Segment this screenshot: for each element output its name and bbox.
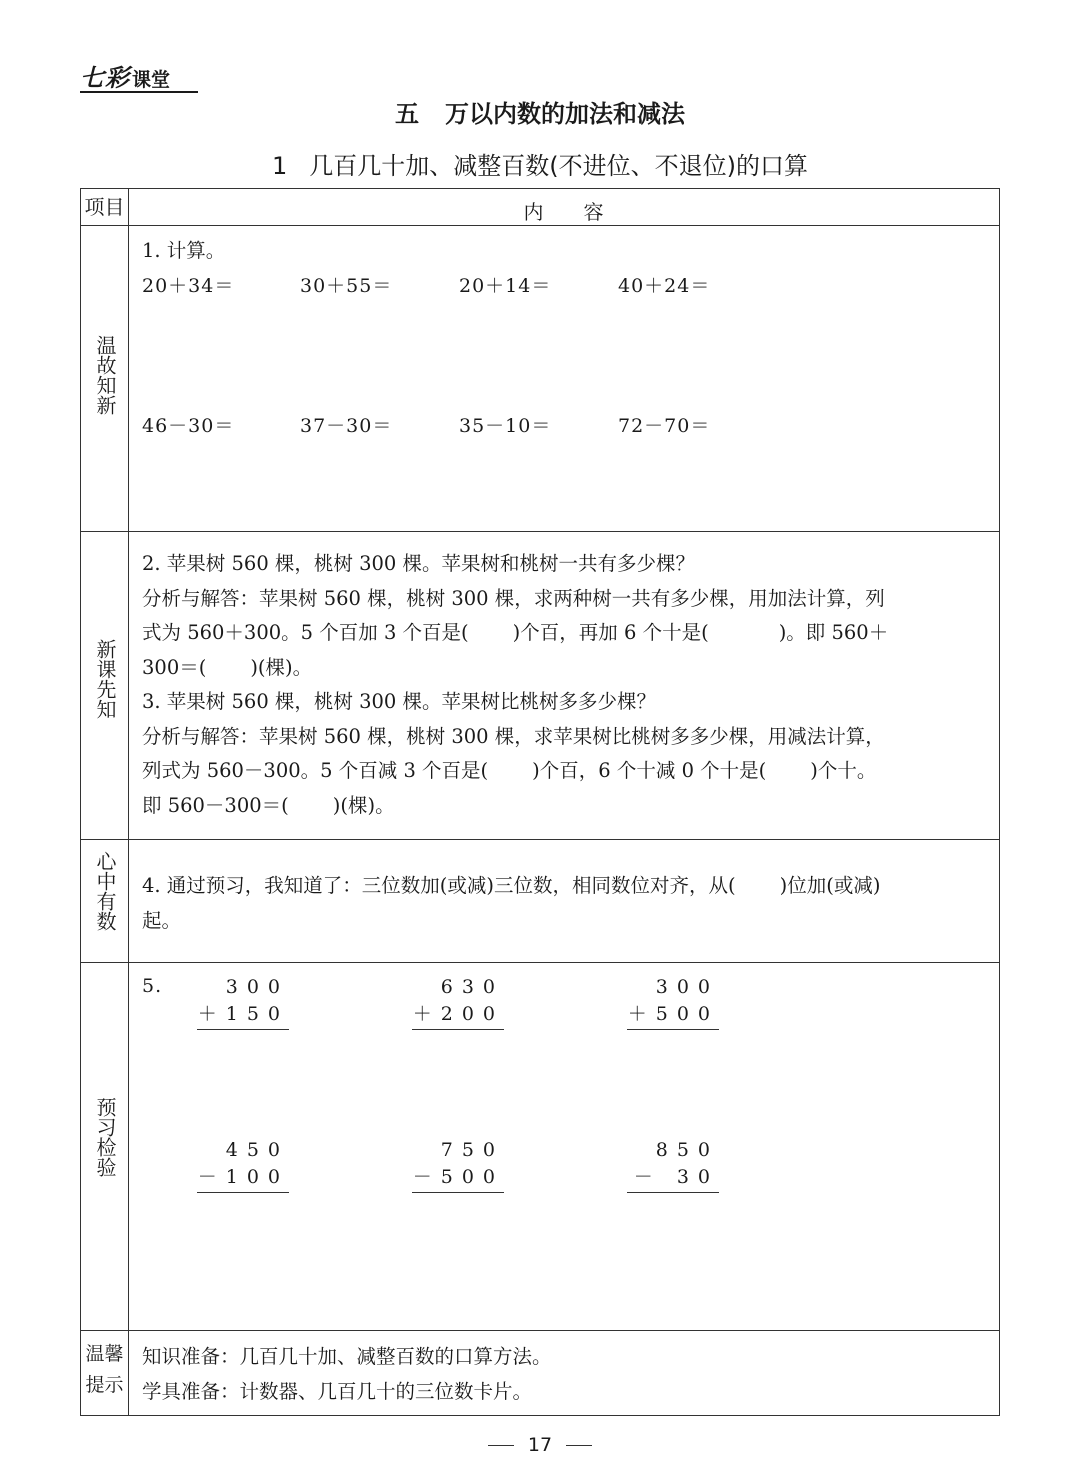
answer-text: 300＝( bbox=[142, 655, 207, 679]
review-expr: 40＋24＝ bbox=[618, 275, 711, 297]
lesson-table bbox=[80, 188, 1000, 1416]
logo-brand-text: 七彩 bbox=[80, 64, 130, 92]
operand-bottom: －500 bbox=[412, 1166, 504, 1188]
vertical-calculation bbox=[197, 974, 289, 1030]
answer-2-line-3 bbox=[142, 651, 987, 686]
vertical-calculation bbox=[627, 974, 719, 1030]
calc-underline bbox=[412, 1192, 504, 1193]
answer-text: )个十。 bbox=[810, 759, 877, 782]
question-text: 4. 通过预习，我知道了：三位数加(或减)三位数，相同数位对齐，从( bbox=[142, 874, 736, 897]
section-label-insight bbox=[81, 851, 128, 951]
review-expr: 72－70＝ bbox=[618, 415, 711, 437]
question-3: 3. 苹果树 560 棵，桃树 300 棵。苹果树比桃树多多少棵？ bbox=[142, 690, 657, 713]
row-divider bbox=[81, 839, 999, 840]
operand-top: 750 bbox=[440, 1139, 504, 1161]
header-col-content: 内 容 bbox=[523, 200, 604, 224]
operand-top: 850 bbox=[655, 1139, 719, 1161]
footer-dash bbox=[488, 1445, 514, 1446]
review-expr: 37－30＝ bbox=[300, 415, 393, 437]
section-label-check-text: 预习检验 bbox=[93, 1097, 117, 1177]
page-footer bbox=[0, 1434, 1080, 1456]
answer-2-line-1: 分析与解答：苹果树 560 棵，桃树 300 棵，求两种树一共有多少棵，用加法计算，列 bbox=[142, 586, 885, 610]
brand-logo bbox=[80, 58, 200, 96]
header-col-item: 项目 bbox=[84, 195, 125, 219]
operand-top: 450 bbox=[225, 1139, 289, 1161]
review-expr: 20＋14＝ bbox=[459, 275, 552, 297]
question-text: )位加(或减) bbox=[779, 874, 881, 897]
tip-tools: 学具准备：计数器、几百几十的三位数卡片。 bbox=[142, 1379, 533, 1403]
lesson-title bbox=[0, 146, 1080, 181]
row-divider bbox=[81, 962, 999, 963]
section-label-review bbox=[81, 335, 128, 435]
answer-3-line-3 bbox=[142, 789, 987, 824]
calc-underline bbox=[197, 1192, 289, 1193]
section-label-check bbox=[81, 1097, 128, 1197]
row-divider bbox=[81, 531, 999, 532]
operand-bottom: －100 bbox=[197, 1166, 289, 1188]
answer-2-line-2 bbox=[142, 616, 987, 651]
calc-underline bbox=[412, 1029, 504, 1030]
question-2: 2. 苹果树 560 棵，桃树 300 棵。苹果树和桃树一共有多少棵？ bbox=[142, 552, 696, 575]
section-label-newlesson bbox=[81, 639, 128, 739]
review-expr: 46－30＝ bbox=[142, 415, 235, 437]
operand-bottom: ＋500 bbox=[627, 1003, 719, 1025]
section-label-newlesson-text: 新课先知 bbox=[93, 639, 117, 719]
review-question: 1. 计算。 bbox=[142, 239, 226, 262]
answer-text: )个百，6 个十减 0 个十是( bbox=[532, 759, 767, 782]
tip-knowledge: 知识准备：几百几十加、减整百数的口算方法。 bbox=[142, 1345, 552, 1368]
operand-bottom: － 30 bbox=[633, 1166, 719, 1188]
question-4-continued: 起。 bbox=[142, 908, 182, 932]
question-4 bbox=[142, 869, 987, 904]
answer-text: 即 560－300＝( bbox=[142, 793, 289, 817]
calc-underline bbox=[627, 1029, 719, 1030]
section-label-insight-text: 心中有数 bbox=[93, 851, 117, 931]
footer-dash bbox=[566, 1445, 592, 1446]
operand-bottom: ＋200 bbox=[412, 1003, 504, 1025]
operand-top: 630 bbox=[440, 976, 504, 998]
vertical-calculation bbox=[627, 1137, 719, 1193]
section-label-tips: 温馨提示 bbox=[85, 1343, 124, 1396]
lesson-number: 1 bbox=[271, 152, 288, 180]
review-expr: 35－10＝ bbox=[459, 415, 552, 437]
logo-brand-text-2: 课堂 bbox=[132, 69, 171, 91]
newlesson-block bbox=[142, 547, 987, 823]
answer-text: )(棵)。 bbox=[332, 793, 395, 817]
operand-top: 300 bbox=[655, 976, 719, 998]
section-label-review-text: 温故知新 bbox=[93, 335, 117, 415]
answer-text: )个百，再加 6 个十是( bbox=[512, 621, 709, 644]
lesson-title-text: 几百几十加、减整百数(不进位、不退位)的口算 bbox=[309, 152, 808, 180]
review-expr: 20＋34＝ bbox=[142, 275, 235, 297]
review-expr: 30＋55＝ bbox=[300, 275, 393, 297]
operand-top: 300 bbox=[225, 976, 289, 998]
answer-text: 列式为 560－300。5 个百减 3 个百是( bbox=[142, 759, 489, 782]
tips-block bbox=[142, 1340, 987, 1409]
row-divider bbox=[81, 1330, 999, 1331]
unit-number: 五 bbox=[395, 99, 419, 128]
question-5-label: 5. bbox=[142, 975, 163, 997]
page-number: 17 bbox=[527, 1434, 553, 1456]
vertical-calculation bbox=[412, 1137, 504, 1193]
column-divider bbox=[128, 189, 129, 1415]
vertical-calculation bbox=[412, 974, 504, 1030]
calc-underline bbox=[627, 1192, 719, 1193]
row-divider bbox=[81, 225, 999, 226]
unit-title-text: 万以内数的加法和减法 bbox=[445, 99, 685, 128]
logo-underline bbox=[80, 91, 198, 93]
insight-block bbox=[142, 869, 987, 938]
answer-3-line-2 bbox=[142, 754, 987, 789]
calc-underline bbox=[197, 1029, 289, 1030]
answer-text: )。即 560＋ bbox=[778, 621, 889, 644]
unit-title bbox=[0, 94, 1080, 129]
answer-text: 式为 560＋300。5 个百加 3 个百是( bbox=[142, 621, 469, 644]
answer-text: )(棵)。 bbox=[250, 655, 313, 679]
answer-3-line-1: 分析与解答：苹果树 560 棵，桃树 300 棵，求苹果树比桃树多多少棵，用减法计算， bbox=[142, 724, 885, 748]
vertical-calculation bbox=[197, 1137, 289, 1193]
operand-bottom: ＋150 bbox=[197, 1003, 289, 1025]
